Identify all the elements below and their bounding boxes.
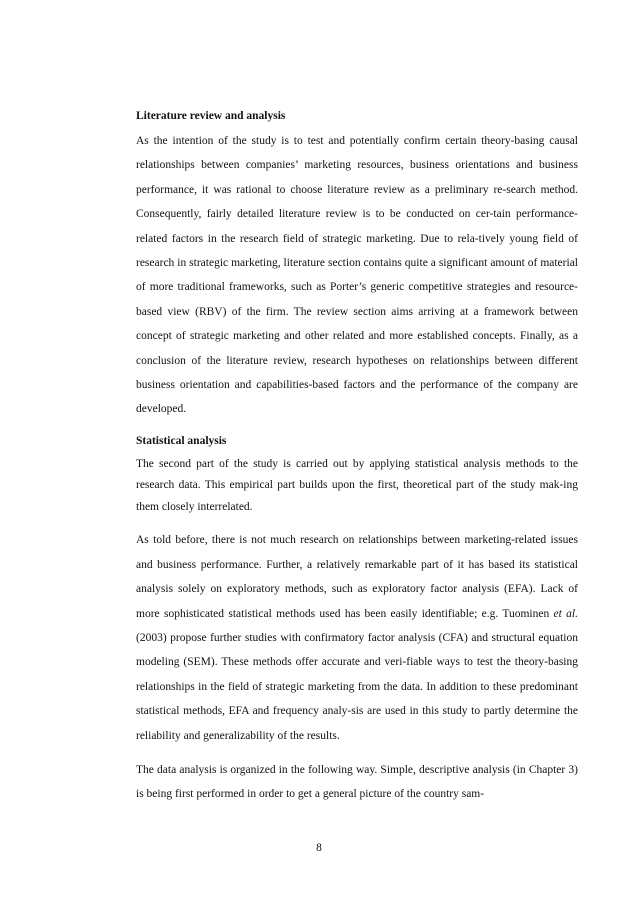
paragraph-statistical-intro: The second part of the study is carried out by applying statistical analysis methods to the research data. This empirical part builds upon the first, theoretical part of the study mak-ing them closely interrelated. (136, 457, 578, 513)
citation-et-al: et al. (553, 607, 579, 620)
paragraph-statistical-methods (136, 528, 578, 748)
paragraph-text-after-citation: (2003) propose further studies with confirmatory factor analysis (CFA) and structural equation modeling (SEM). These methods offer accurate and veri-fiable ways to test the theory-basing relationships in the field of strategic marketing from the data. In addition to these predominant statistical methods, EFA and frequency analy-sis are used in this study to partly determine the reliability and generalizability of the results. (136, 632, 578, 742)
paragraph-literature-review: As the intention of the study is to test and potentially confirm certain theory-basing causal relationships between companies’ marketing resources, business orientations and business performance, it was rational to choose literature review as a preliminary re-search method. Consequently, fairly detailed literature review is to be conducted on cer-tain performance-related factors in the research field of strategic marketing. Due to rela-tively young field of research in strategic marketing, literature section contains quite a significant amount of material of more traditional frameworks, such as Porter’s generic competitive strategies and resource-based view (RBV) of the firm. The review section aims arriving at a framework between concept of strategic marketing and other related and more established concepts. Finally, as a conclusion of the literature review, research hypotheses on relationships between different business orientation and capabilities-based factors and the performance of the company are developed. (136, 135, 578, 416)
paragraph-text-before-citation: As told before, there is not much research on relationships between marketing-related issues and business performance. Further, a relatively remarkable part of it has based its statistical analysis solely on exploratory methods, such as exploratory factor analysis (EFA). Lack of more sophisticated statistical methods used has been easily identifiable; e.g. Tuominen (136, 534, 578, 620)
section-heading-literature-review: Literature review and analysis (136, 110, 286, 122)
document-page (136, 106, 578, 807)
page-number: 8 (316, 842, 322, 854)
paragraph-data-analysis: The data analysis is organized in the following way. Simple, descriptive analysis (in Chapter 3) is being first performed in order to get a general picture of the country sam- (136, 764, 578, 801)
section-heading-statistical-analysis: Statistical analysis (136, 434, 227, 447)
